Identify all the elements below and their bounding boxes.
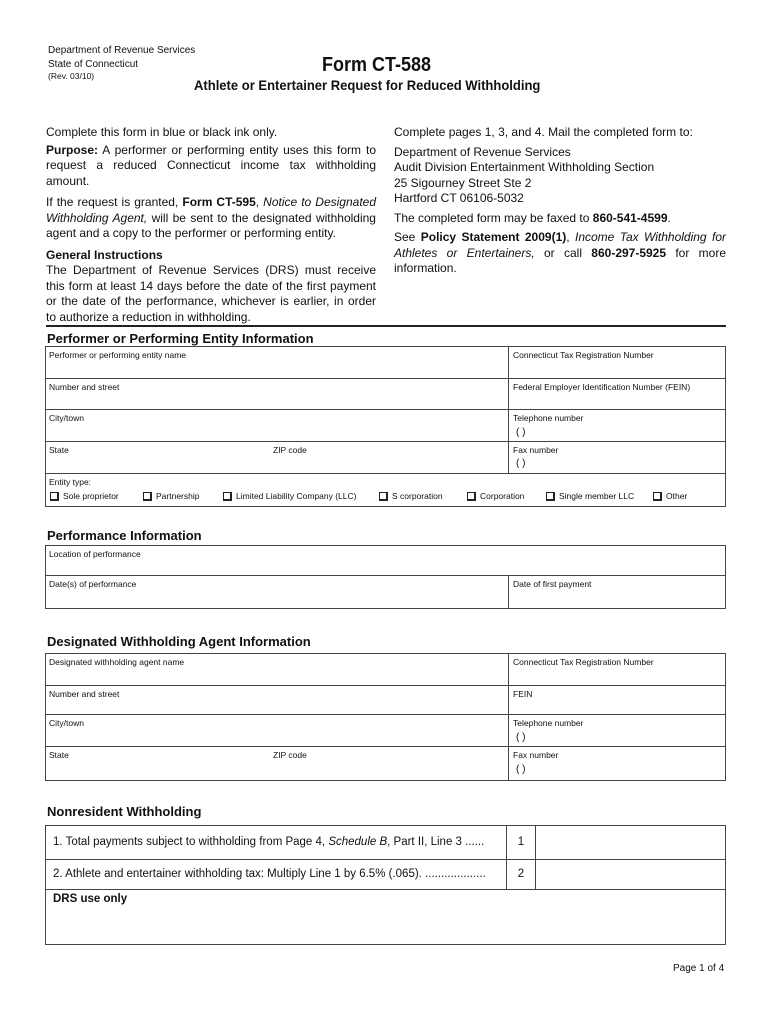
agent-name-field[interactable]: Designated withholding agent name bbox=[49, 657, 185, 667]
line-1-label: 1. Total payments subject to withholding from Page 4, Schedule B, Part II, Line 3 ...... bbox=[53, 836, 485, 848]
performer-phone-area: ( ) bbox=[516, 427, 526, 438]
line-2-label: 2. Athlete and entertainer withholding tax: Multiply Line 1 by 6.5% (.065). ................... bbox=[53, 868, 486, 880]
checkbox-icon[interactable] bbox=[223, 492, 232, 501]
performer-city-field[interactable]: City/town bbox=[49, 413, 84, 423]
entity-single-member-llc[interactable]: Single member LLC bbox=[546, 491, 634, 501]
general-instructions-text: The Department of Revenue Services (DRS) must receive this form at least 14 days before the date of the first payment or the date of the performance, whichever is earlier, in order to authorize a reduction in withholding. bbox=[46, 263, 376, 324]
agent-fax-field[interactable]: Fax number bbox=[513, 750, 559, 760]
line-2-amount-input[interactable] bbox=[536, 860, 725, 889]
nonresident-section-title: Nonresident Withholding bbox=[47, 804, 202, 819]
first-payment-date-field[interactable]: Date of first payment bbox=[513, 579, 592, 589]
address-line-4: Hartford CT 06106-5032 bbox=[394, 191, 524, 205]
agency-name: Department of Revenue Services bbox=[48, 45, 196, 56]
performer-zip-field[interactable]: ZIP code bbox=[273, 445, 307, 455]
entity-partnership[interactable]: Partnership bbox=[143, 491, 199, 501]
agent-zip-field[interactable]: ZIP code bbox=[273, 750, 307, 760]
checkbox-icon[interactable] bbox=[467, 492, 476, 501]
agent-street-field[interactable]: Number and street bbox=[49, 689, 120, 699]
checkbox-icon[interactable] bbox=[653, 492, 662, 501]
agent-fein-field[interactable]: FEIN bbox=[513, 689, 533, 699]
entity-corporation[interactable]: Corporation bbox=[467, 491, 524, 501]
checkbox-icon[interactable] bbox=[50, 492, 59, 501]
intro-right bbox=[394, 125, 726, 277]
performer-state-field[interactable]: State bbox=[49, 445, 69, 455]
checkbox-icon[interactable] bbox=[143, 492, 152, 501]
performer-name-field[interactable]: Performer or performing entity name bbox=[49, 350, 186, 360]
performer-section-title: Performer or Performing Entity Information bbox=[47, 331, 314, 346]
complete-pages: Complete pages 1, 3, and 4. Mail the completed form to: bbox=[394, 125, 693, 139]
agent-fax-area: ( ) bbox=[516, 764, 526, 775]
ink-instruction: Complete this form in blue or black ink only. bbox=[46, 125, 278, 139]
performer-street-field[interactable]: Number and street bbox=[49, 382, 120, 392]
agent-phone-area: ( ) bbox=[516, 732, 526, 743]
entity-s-corporation[interactable]: S corporation bbox=[379, 491, 443, 501]
performance-location-field[interactable]: Location of performance bbox=[49, 549, 141, 559]
entity-type-label: Entity type: bbox=[49, 477, 92, 487]
performance-info-box bbox=[45, 545, 726, 609]
address-line-2: Audit Division Entertainment Withholding Section bbox=[394, 160, 655, 174]
agent-city-field[interactable]: City/town bbox=[49, 718, 84, 728]
agent-state-field[interactable]: State bbox=[49, 750, 69, 760]
granted-paragraph: If the request is granted, Form CT-595, Notice to Designated Withholding Agent, will be sent to the designated withholding agent and a copy to the performer or performing entity. bbox=[46, 195, 376, 240]
page-number: Page 1 of 4 bbox=[673, 963, 725, 974]
state-name: State of Connecticut bbox=[48, 59, 139, 70]
performer-ct-reg-field[interactable]: Connecticut Tax Registration Number bbox=[513, 350, 654, 360]
performer-fein-field[interactable]: Federal Employer Identification Number (FEIN) bbox=[513, 382, 691, 392]
policy-paragraph: See Policy Statement 2009(1), Income Tax Withholding for Athletes or Entertainers, or call 860-297-5925 for more information. bbox=[394, 230, 727, 275]
form-title: Form CT-588 bbox=[322, 54, 432, 76]
performer-fax-field[interactable]: Fax number bbox=[513, 445, 559, 455]
performance-dates-field[interactable]: Date(s) of performance bbox=[49, 579, 137, 589]
fax-paragraph: The completed form may be faxed to 860-541-4599. bbox=[394, 210, 671, 225]
line-1-amount-input[interactable] bbox=[536, 826, 725, 859]
agent-info-box bbox=[45, 653, 726, 781]
entity-sole-proprietor[interactable]: Sole proprietor bbox=[50, 491, 119, 501]
address-line-1: Department of Revenue Services bbox=[394, 144, 571, 159]
header-divider bbox=[46, 325, 726, 327]
entity-llc[interactable]: Limited Liability Company (LLC) bbox=[223, 491, 356, 501]
performance-section-title: Performance Information bbox=[47, 528, 202, 543]
performer-fax-area: ( ) bbox=[516, 458, 526, 469]
form-subtitle: Athlete or Entertainer Request for Reduced Withholding bbox=[194, 77, 541, 93]
purpose-paragraph: Purpose: A performer or performing entity uses this form to request a reduced Connecticut income tax withholding amount. bbox=[46, 142, 376, 188]
address-line-3: 25 Sigourney Street Ste 2 bbox=[394, 175, 532, 190]
line-1-number: 1 bbox=[517, 836, 525, 848]
performer-phone-field[interactable]: Telephone number bbox=[513, 413, 584, 423]
agent-phone-field[interactable]: Telephone number bbox=[513, 718, 584, 728]
agent-ct-reg-field[interactable]: Connecticut Tax Registration Number bbox=[513, 657, 654, 667]
line-2-number: 2 bbox=[517, 868, 525, 880]
revision-date: (Rev. 03/10) bbox=[48, 71, 95, 81]
drs-use-only: DRS use only bbox=[53, 893, 128, 905]
agent-section-title: Designated Withholding Agent Information bbox=[47, 634, 311, 649]
checkbox-icon[interactable] bbox=[546, 492, 555, 501]
checkbox-icon[interactable] bbox=[379, 492, 388, 501]
performer-info-box bbox=[45, 346, 726, 507]
intro-left bbox=[46, 125, 376, 325]
general-instructions-heading: General Instructions bbox=[46, 247, 163, 262]
entity-other[interactable]: Other bbox=[653, 491, 687, 501]
